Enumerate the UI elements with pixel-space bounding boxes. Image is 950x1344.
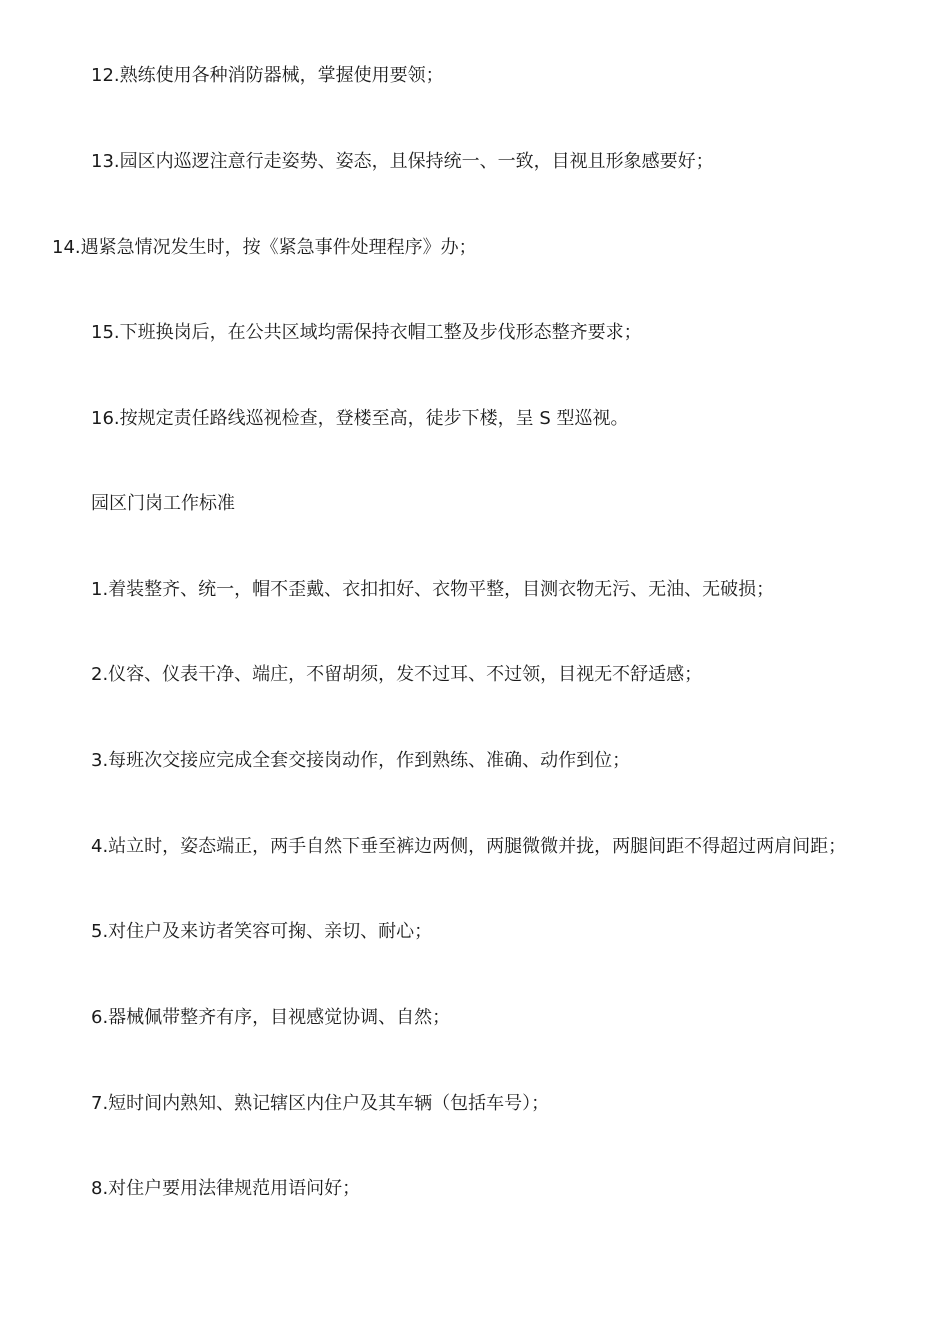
section-heading: 园区门岗工作标准 (91, 493, 235, 514)
gate-item-8: 8.对住户要用法律规范用语问好； (91, 1178, 361, 1199)
gate-item-5: 5.对住户及来访者笑容可掬、亲切、耐心； (91, 921, 433, 942)
gate-item-1: 1.着装整齐、统一，帽不歪戴、衣扣扣好、衣物平整，目测衣物无污、无油、无破损； (91, 579, 775, 600)
patrol-item-16: 16.按规定责任路线巡视检查，登楼至高，徒步下楼，呈 S 型巡视。 (91, 408, 629, 429)
patrol-item-14: 14.遇紧急情况发生时，按《紧急事件处理程序》办； (52, 237, 477, 258)
gate-item-3: 3.每班次交接应完成全套交接岗动作，作到熟练、准确、动作到位； (91, 750, 631, 771)
patrol-item-15: 15.下班换岗后，在公共区域均需保持衣帽工整及步伐形态整齐要求； (91, 322, 642, 343)
gate-item-6: 6.器械佩带整齐有序，目视感觉协调、自然； (91, 1007, 451, 1028)
gate-item-2: 2.仪容、仪表干净、端庄，不留胡须，发不过耳、不过领，目视无不舒适感； (91, 664, 703, 685)
gate-item-4: 4.站立时，姿态端正，两手自然下垂至裤边两侧，两腿微微并拢，两腿间距不得超过两肩间距； (91, 836, 847, 857)
gate-item-7: 7.短时间内熟知、熟记辖区内住户及其车辆（包括车号）； (91, 1093, 550, 1114)
patrol-item-13: 13.园区内巡逻注意行走姿势、姿态，且保持统一、一致，目视且形象感要好； (91, 151, 714, 172)
patrol-item-12: 12.熟练使用各种消防器械，掌握使用要领； (91, 65, 444, 86)
